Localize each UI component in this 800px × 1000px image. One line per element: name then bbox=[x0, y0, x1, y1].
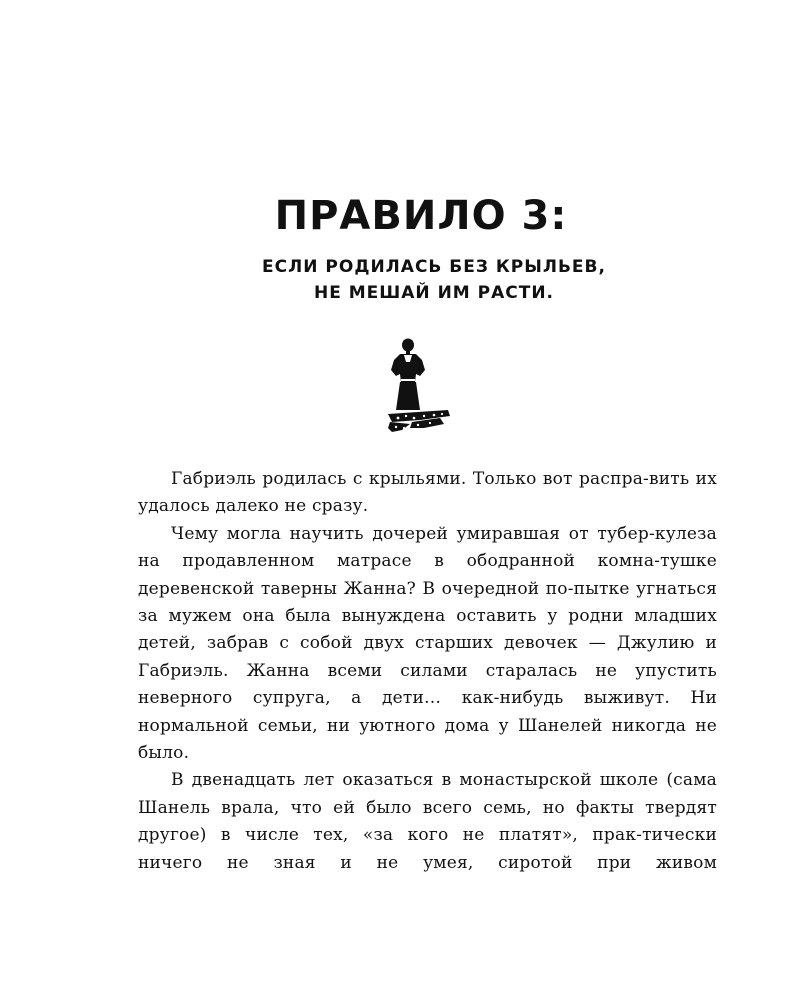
chapter-subtitle-line-1: ЕСЛИ РОДИЛАСЬ БЕЗ КРЫЛЬЕВ, bbox=[262, 257, 606, 277]
paragraph: Чему могла научить дочерей умиравшая от тубер-кулеза на продавленном матрасе в ободранной комна-тушке деревенской таверны Жанна? В очередной по-пытке угнаться за мужем она была вынуждена оставить у родни младших детей, забрав с собой двух старших девочек — Джулию и Габриэль. Жанна всеми силами старалась не упустить неверного супруга, а дети… как-нибудь выживут. Ни нормальной семьи, ни уютного дома у Шанелей никогда не было. bbox=[138, 523, 717, 764]
chapter-subtitle bbox=[0, 254, 800, 306]
woman-silhouette-icon bbox=[380, 338, 460, 436]
chapter-subtitle-line-2: НЕ МЕШАЙ ИМ РАСТИ. bbox=[313, 283, 555, 303]
paragraph: В двенадцать лет оказаться в монастырской школе (сама Шанель врала, что ей было всего семь, но факты твердят другое) в числе тех, «за кого не платят», прак-тически ничего не зная и не умея, сиротой при живом bbox=[138, 770, 717, 873]
paragraph: Габриэль родилась с крыльями. Только вот распра-вить их удалось далеко не сразу. bbox=[138, 469, 717, 517]
chapter-title: ПРАВИЛО 3: bbox=[274, 193, 568, 239]
body-text bbox=[138, 466, 717, 877]
